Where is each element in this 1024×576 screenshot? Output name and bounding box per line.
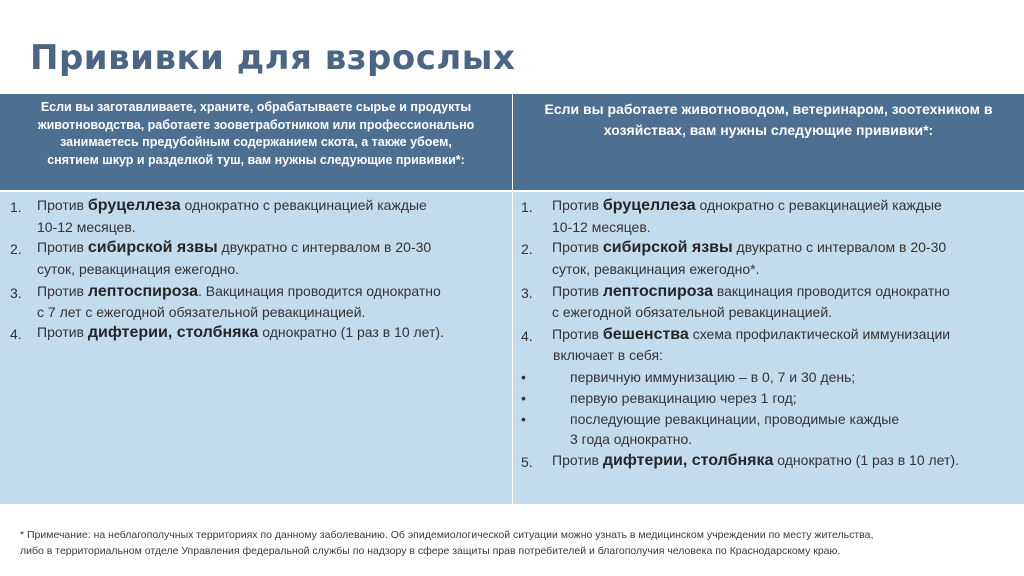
left-column [0,190,512,504]
list-item-continuation: 10-12 месяцев. [37,219,136,235]
list-item: Против бешенства схема профилактической иммунизации [552,326,951,343]
list-item-continuation: включает в себя: [553,347,663,363]
list-item: Против бруцеллеза однократно с ревакцинацией каждые [552,197,942,214]
bullet-icon: • [521,369,526,385]
right-column [513,190,1024,504]
item-number: 2. [10,241,22,257]
header-right-line: Если вы работаете животноводом, ветеринаром, зоотехником в [544,101,993,117]
bullet-icon: • [521,390,526,406]
item-number: 2. [521,241,533,257]
list-item-continuation: с 7 лет с ежегодной обязательной ревакцинацией. [37,304,366,320]
column-divider [512,94,513,504]
sub-item-continuation: 3 года однократно. [570,431,693,447]
item-number: 4. [521,328,533,344]
vaccination-table [0,94,1024,504]
list-item: Против дифтерии, столбняка однократно (1 раз в 10 лет). [37,324,444,341]
item-number: 4. [10,326,22,342]
footnote [20,527,873,559]
item-number: 5. [521,454,533,470]
list-item: Против лептоспироза вакцинация проводится однократно [552,283,950,300]
header-right-line: хозяйствах, вам нужны следующие прививки*: [603,122,934,138]
footnote-line: * Примечание: на неблагополучных территориях по данному заболеванию. Об эпидемиологической ситуации можно узнать в медицинском учреждении по месту жительства, [20,529,874,541]
bullet-icon: • [521,411,526,427]
list-item: Против сибирской язвы двукратно с интервалом в 20-30 [552,239,947,256]
item-number: 1. [10,199,22,215]
header-right [513,94,1024,190]
header-left-line: животноводства, работаете зооветработником или профессионально [37,117,475,132]
header-divider [0,190,1024,192]
item-number: 3. [521,285,533,301]
item-number: 3. [10,285,22,301]
header-left-line: Если вы заготавливаете, храните, обрабатываете сырье и продукты [40,100,472,114]
list-item: Против лептоспироза. Вакцинация проводится однократно [37,283,441,300]
list-item-continuation: суток, ревакцинация ежегодно. [37,261,240,277]
sub-item: последующие ревакцинации, проводимые каждые [570,411,900,427]
item-number: 1. [521,199,533,215]
list-item: Против бруцеллеза однократно с ревакцинацией каждые [37,197,427,214]
list-item-continuation: суток, ревакцинация ежегодно*. [552,261,760,277]
list-item: Против дифтерии, столбняка однократно (1 раз в 10 лет). [552,452,959,469]
sub-item: первую ревакцинацию через 1 год; [570,390,797,406]
list-item-continuation: с ежегодной обязательной ревакцинацией. [552,304,833,320]
sub-item: первичную иммунизацию – в 0, 7 и 30 день; [570,369,856,385]
header-left-line: снятием шкур и разделкой туш, вам нужны следующие прививки*: [47,152,465,167]
list-item-continuation: 10-12 месяцев. [552,219,651,235]
footnote-line: либо в территориальном отделе Управления федеральной службы по надзору в сфере защиты прав потребителей и благополучия человека по Краснодарскому краю. [20,545,841,557]
header-left-line: занимаетесь предубойным содержанием скота, а также убоем, [60,135,452,149]
page-title: Прививки для взрослых [30,38,516,78]
list-item: Против сибирской язвы двукратно с интервалом в 20-30 [37,239,432,256]
header-left [0,94,512,190]
